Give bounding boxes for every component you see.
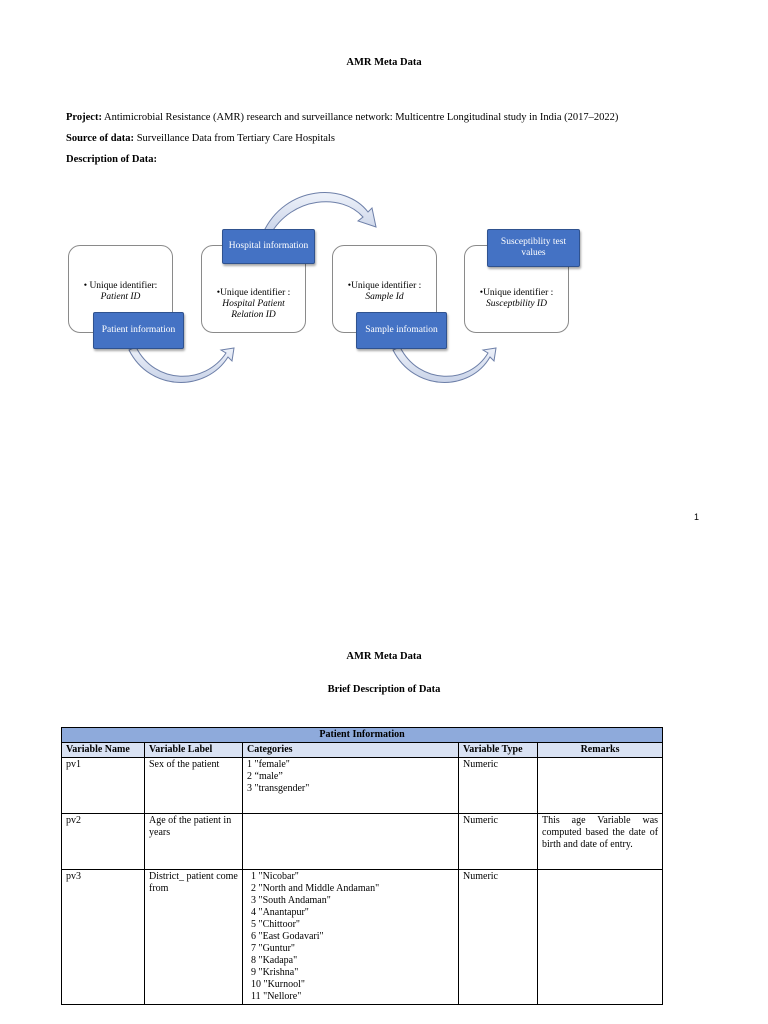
category-item: 10 "Kurnool" xyxy=(251,979,305,990)
process-diagram xyxy=(0,0,768,420)
header-variable-name: Variable Name xyxy=(62,743,145,758)
cell-categories xyxy=(243,758,459,814)
hospital-box-bullet: •Unique identifier : xyxy=(216,288,291,298)
category-item: 3 "transgender" xyxy=(247,783,310,794)
hospital-information-label: Hospital information xyxy=(222,229,315,264)
table-banner: Patient Information xyxy=(62,728,663,743)
sample-box-bullet: •Unique identifier : xyxy=(347,281,422,291)
source-label: Source of data: xyxy=(66,133,135,144)
description-label: Description of Data: xyxy=(66,154,157,165)
category-item: 2 “male” xyxy=(247,771,283,782)
category-item: 1 "Nicobar" xyxy=(251,871,299,882)
cell-variable-type: Numeric xyxy=(459,758,538,814)
page2-subtitle: Brief Description of Data xyxy=(327,684,441,695)
patient-box-id: Patient ID xyxy=(100,292,141,302)
cell-variable-type: Numeric xyxy=(459,814,538,870)
cell-variable-label: Sex of the patient xyxy=(145,758,243,814)
arc-arrow-bottom-2 xyxy=(393,347,496,382)
source-text: Surveillance Data from Tertiary Care Hospitals xyxy=(136,133,335,144)
diagram-arrows xyxy=(0,0,768,420)
header-variable-label: Variable Label xyxy=(145,743,243,758)
table-row xyxy=(62,758,663,814)
category-item: 7 "Guntur" xyxy=(251,943,295,954)
category-item: 2 "North and Middle Andaman" xyxy=(251,883,380,894)
page-title: AMR Meta Data xyxy=(346,57,422,68)
category-item: 3 "South Andaman" xyxy=(251,895,331,906)
category-item: 1 "female" xyxy=(247,759,290,770)
page2-title: AMR Meta Data xyxy=(346,651,422,662)
cell-variable-type: Numeric xyxy=(459,870,538,1005)
project-text: Antimicrobial Resistance (AMR) research and surveillance network: Multicentre Longitudinal study in India (2017–2022) xyxy=(104,112,619,123)
cell-categories xyxy=(243,870,459,1005)
category-item: 4 "Anantapur" xyxy=(251,907,309,918)
patient-box-bullet: • Unique identifier: xyxy=(83,281,158,291)
cell-variable-name: pv2 xyxy=(62,814,145,870)
page-number: 1 xyxy=(694,512,700,522)
category-item: 5 "Chittoor" xyxy=(251,919,300,930)
cell-remarks xyxy=(538,870,663,1005)
category-item: 11 "Nellore" xyxy=(251,991,302,1002)
patient-information-label: Patient information xyxy=(93,312,184,349)
sample-information-label: Sample infomation xyxy=(356,312,447,349)
susceptibility-box-bullet: •Unique identifier : xyxy=(479,288,554,298)
cell-variable-label: Age of the patient in years xyxy=(145,814,243,870)
category-item: 8 "Kadapa" xyxy=(251,955,298,966)
cell-variable-label: District_ patient come from xyxy=(145,870,243,1005)
table-row xyxy=(62,870,663,1005)
header-categories: Categories xyxy=(243,743,459,758)
header-remarks: Remarks xyxy=(538,743,663,758)
table-banner-row xyxy=(62,728,663,743)
category-item: 9 "Krishna" xyxy=(251,967,299,978)
cell-categories xyxy=(243,814,459,870)
cell-remarks xyxy=(538,758,663,814)
category-item: 6 "East Godavari" xyxy=(251,931,324,942)
hospital-box-id: Hospital Patient Relation ID xyxy=(222,299,285,320)
susceptibility-test-label: Susceptiblity test values xyxy=(487,229,580,267)
cell-variable-name: pv3 xyxy=(62,870,145,1005)
project-label: Project: xyxy=(66,112,102,123)
header-variable-type: Variable Type xyxy=(459,743,538,758)
sample-box-id: Sample Id xyxy=(365,292,404,302)
cell-variable-name: pv1 xyxy=(62,758,145,814)
susceptibility-box-id: Susceptbility ID xyxy=(486,299,547,309)
table-header-row xyxy=(62,743,663,758)
cell-remarks: This age Variable was computed based the date of birth and date of entry. xyxy=(538,814,663,870)
patient-information-table xyxy=(61,727,663,1005)
table-row xyxy=(62,814,663,870)
arc-arrow-bottom-1 xyxy=(129,347,234,382)
